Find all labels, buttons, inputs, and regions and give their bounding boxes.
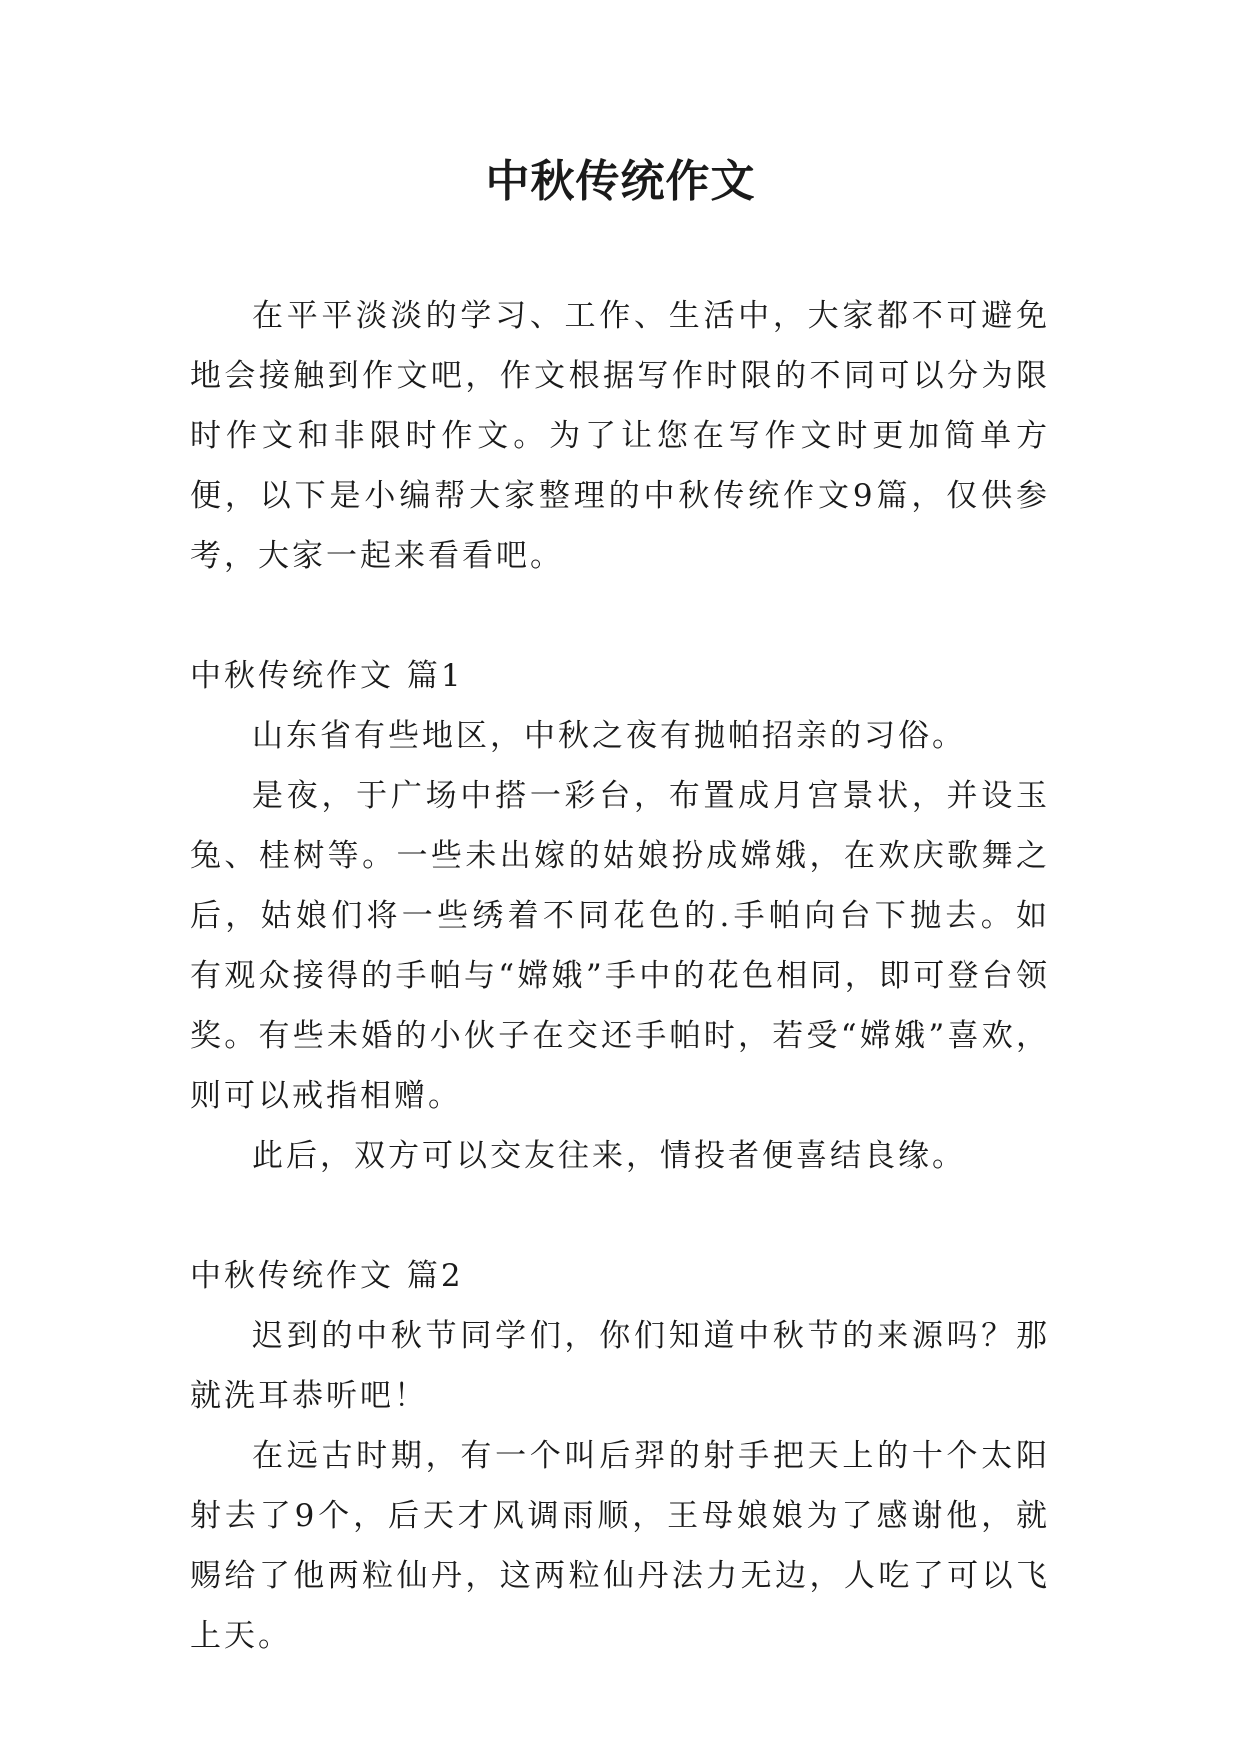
section-heading: 中秋传统作文 篇2 — [190, 1258, 464, 1294]
section-spacer — [190, 1186, 1050, 1246]
body-paragraph: 是夜，于广场中搭一彩台，布置成月宫景状，并设玉兔、桂树等。一些未出嫁的姑娘扮成嫦娥，在欢庆歌舞之后，姑娘们将一些绣着不同花色的.手帕向台下抛去。如有观众接得的手帕与“嫦娥”手中的花色相同，即可登台领奖。有些未婚的小伙子在交还手帕时，若受“嫦娥”喜欢，则可以戒指相赠。 — [190, 778, 1050, 1114]
body-paragraph: 在远古时期，有一个叫后羿的射手把天上的十个太阳射去了9个，后天才风调雨顺，王母娘娘为了感谢他，就赐给了他两粒仙丹，这两粒仙丹法力无边，人吃了可以飞上天。 — [190, 1438, 1050, 1654]
body-paragraph: 山东省有些地区，中秋之夜有抛帕招亲的习俗。 — [252, 718, 966, 754]
body-paragraph: 迟到的中秋节同学们，你们知道中秋节的来源吗？那就洗耳恭听吧！ — [190, 1318, 1050, 1414]
section-1 — [190, 646, 1050, 1186]
section-heading: 中秋传统作文 篇1 — [190, 658, 464, 694]
document-title: 中秋传统作文 — [485, 156, 756, 207]
body-paragraph: 此后，双方可以交友往来，情投者便喜结良缘。 — [252, 1138, 966, 1174]
document-body — [190, 286, 1050, 1666]
section-2 — [190, 1246, 1050, 1666]
intro-paragraph: 在平平淡淡的学习、工作、生活中，大家都不可避免地会接触到作文吧，作文根据写作时限的不同可以分为限时作文和非限时作文。为了让您在写作文时更加简单方便，以下是小编帮大家整理的中秋传统作文9篇，仅供参考，大家一起来看看吧。 — [190, 298, 1050, 574]
section-spacer — [190, 586, 1050, 646]
